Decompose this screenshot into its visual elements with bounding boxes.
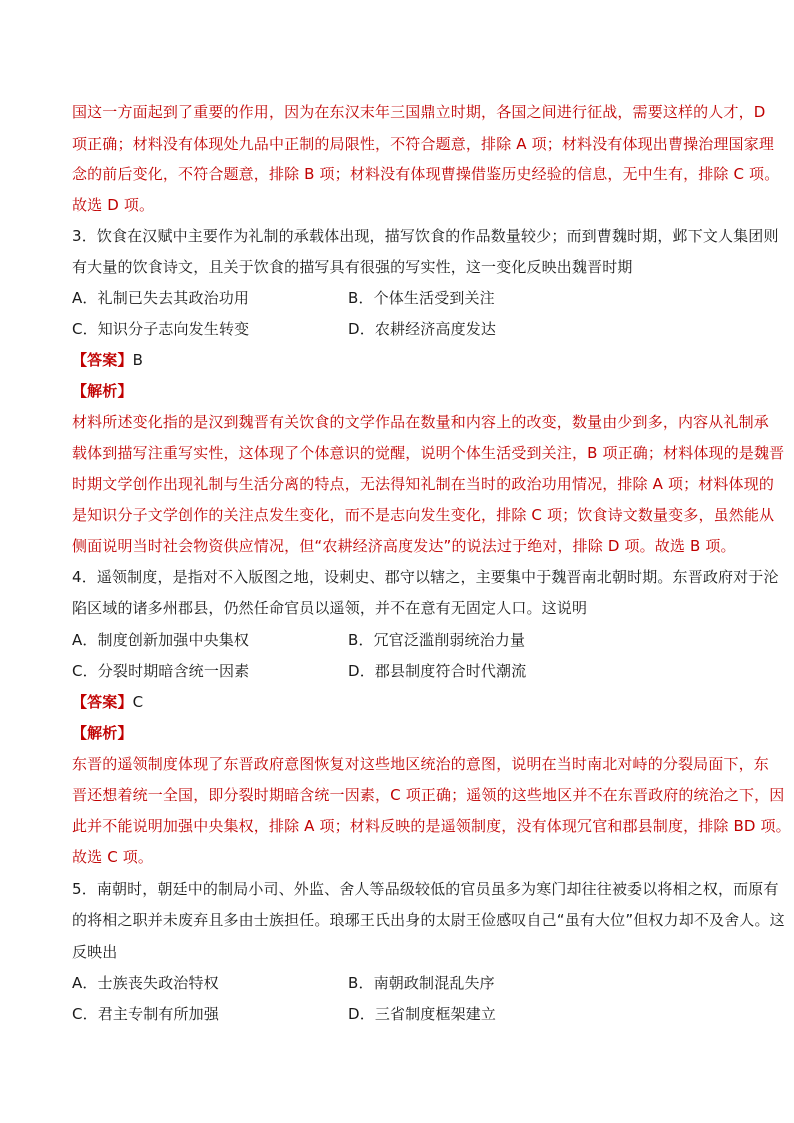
q4-option-a: A．制度创新加强中央集权 — [72, 631, 250, 649]
q4-stem-line: 陷区域的诸多州郡县，仍然任命官员以遥领，并不在意有无固定人口。这说明 — [72, 599, 588, 617]
answer-value: B — [132, 351, 144, 369]
q5-stem-line: 5．南朝时，朝廷中的制局小司、外监、舍人等品级较低的官员虽多为寒门却往往被委以将相之权，而原有 — [72, 880, 779, 898]
q3-option-b: B．个体生活受到关注 — [348, 289, 495, 307]
q3-option-a: A．礼制已失去其政治功用 — [72, 289, 250, 307]
q3-analysis-line: 侧面说明当时社会物资供应情况，但“农耕经济高度发达”的说法过于绝对，排除 D 项。故选 B 项。 — [72, 537, 736, 555]
q5-stem-line: 反映出 — [72, 943, 118, 961]
q2-explanation-line: 念的前后变化，不符合题意，排除 B 项；材料没有体现曹操借鉴历史经验的信息，无中生有，排除 C 项。 — [72, 165, 780, 183]
q4-analysis-line: 东晋的遥领制度体现了东晋政府意图恢复对这些地区统治的意图，说明在当时南北对峙的分裂局面下，东 — [72, 755, 769, 773]
q5-option-c: C．君主专制有所加强 — [72, 1005, 219, 1023]
analysis-label: 【解析】 — [72, 382, 133, 400]
q3-option-d: D．农耕经济高度发达 — [348, 320, 497, 338]
q4-answer — [72, 692, 143, 712]
q3-analysis-heading — [72, 381, 133, 401]
q3-analysis-line: 是知识分子文学创作的关注点发生变化，而不是志向发生变化，排除 C 项；饮食诗文数量变多，虽然能从 — [72, 506, 775, 524]
q5-option-a: A．士族丧失政治特权 — [72, 974, 219, 992]
q5-stem-line: 的将相之职并未废弃且多由士族担任。琅琊王氏出身的太尉王俭感叹自己“虽有大位”但权力却不及舍人。这 — [72, 911, 785, 929]
q2-explanation-line: 故选 D 项。 — [72, 196, 155, 214]
answer-value: C — [132, 693, 144, 711]
q3-analysis-line: 材料所述变化指的是汉到魏晋有关饮食的文学作品在数量和内容上的改变，数量由少到多，内容从礼制承 — [72, 413, 769, 431]
q5-option-b: B．南朝政制混乱失序 — [348, 974, 495, 992]
q3-stem-line: 有大量的饮食诗文，且关于饮食的描写具有很强的写实性，这一变化反映出魏晋时期 — [72, 258, 633, 276]
q3-stem-line: 3．饮食在汉赋中主要作为礼制的承载体出现，描写饮食的作品数量较少；而到曹魏时期，邺下文人集团则 — [72, 227, 779, 245]
q3-analysis-line: 载体到描写注重写实性，这体现了个体意识的觉醒，说明个体生活受到关注，B 项正确；材料体现的是魏晋 — [72, 444, 785, 462]
q3-answer — [72, 350, 143, 370]
q2-explanation-line: 项正确；材料没有体现处九品中正制的局限性，不符合题意，排除 A 项；材料没有体现出曹操治理国家理 — [72, 135, 775, 153]
q4-analysis-line: 此并不能说明加强中央集权，排除 A 项；材料反映的是遥领制度，没有体现冗官和郡县制度，排除 BD 项。 — [72, 817, 791, 835]
q4-stem-line: 4．遥领制度，是指对不入版图之地，设刺史、郡守以辖之，主要集中于魏晋南北朝时期。东晋政府对于沦 — [72, 568, 779, 586]
q5-option-d: D．三省制度框架建立 — [348, 1005, 497, 1023]
analysis-label: 【解析】 — [72, 724, 133, 742]
q4-option-c: C．分裂时期暗含统一因素 — [72, 662, 250, 680]
q4-option-d: D．郡县制度符合时代潮流 — [348, 662, 527, 680]
q4-option-b: B．冗官泛滥削弱统治力量 — [348, 631, 526, 649]
q4-analysis-heading — [72, 723, 133, 743]
q4-analysis-line: 晋还想着统一全国，即分裂时期暗含统一因素，C 项正确；遥领的这些地区并不在东晋政府的统治之下，因 — [72, 786, 785, 804]
answer-label: 【答案】 — [72, 351, 133, 369]
q4-analysis-line: 故选 C 项。 — [72, 848, 154, 866]
q2-explanation-line: 国这一方面起到了重要的作用，因为在东汉末年三国鼎立时期，各国之间进行征战，需要这样的人才，D — [72, 103, 766, 121]
answer-label: 【答案】 — [72, 693, 133, 711]
q3-option-c: C．知识分子志向发生转变 — [72, 320, 250, 338]
q3-analysis-line: 时期文学创作出现礼制与生活分离的特点，无法得知礼制在当时的政治功用情况，排除 A 项；材料体现的 — [72, 475, 775, 493]
